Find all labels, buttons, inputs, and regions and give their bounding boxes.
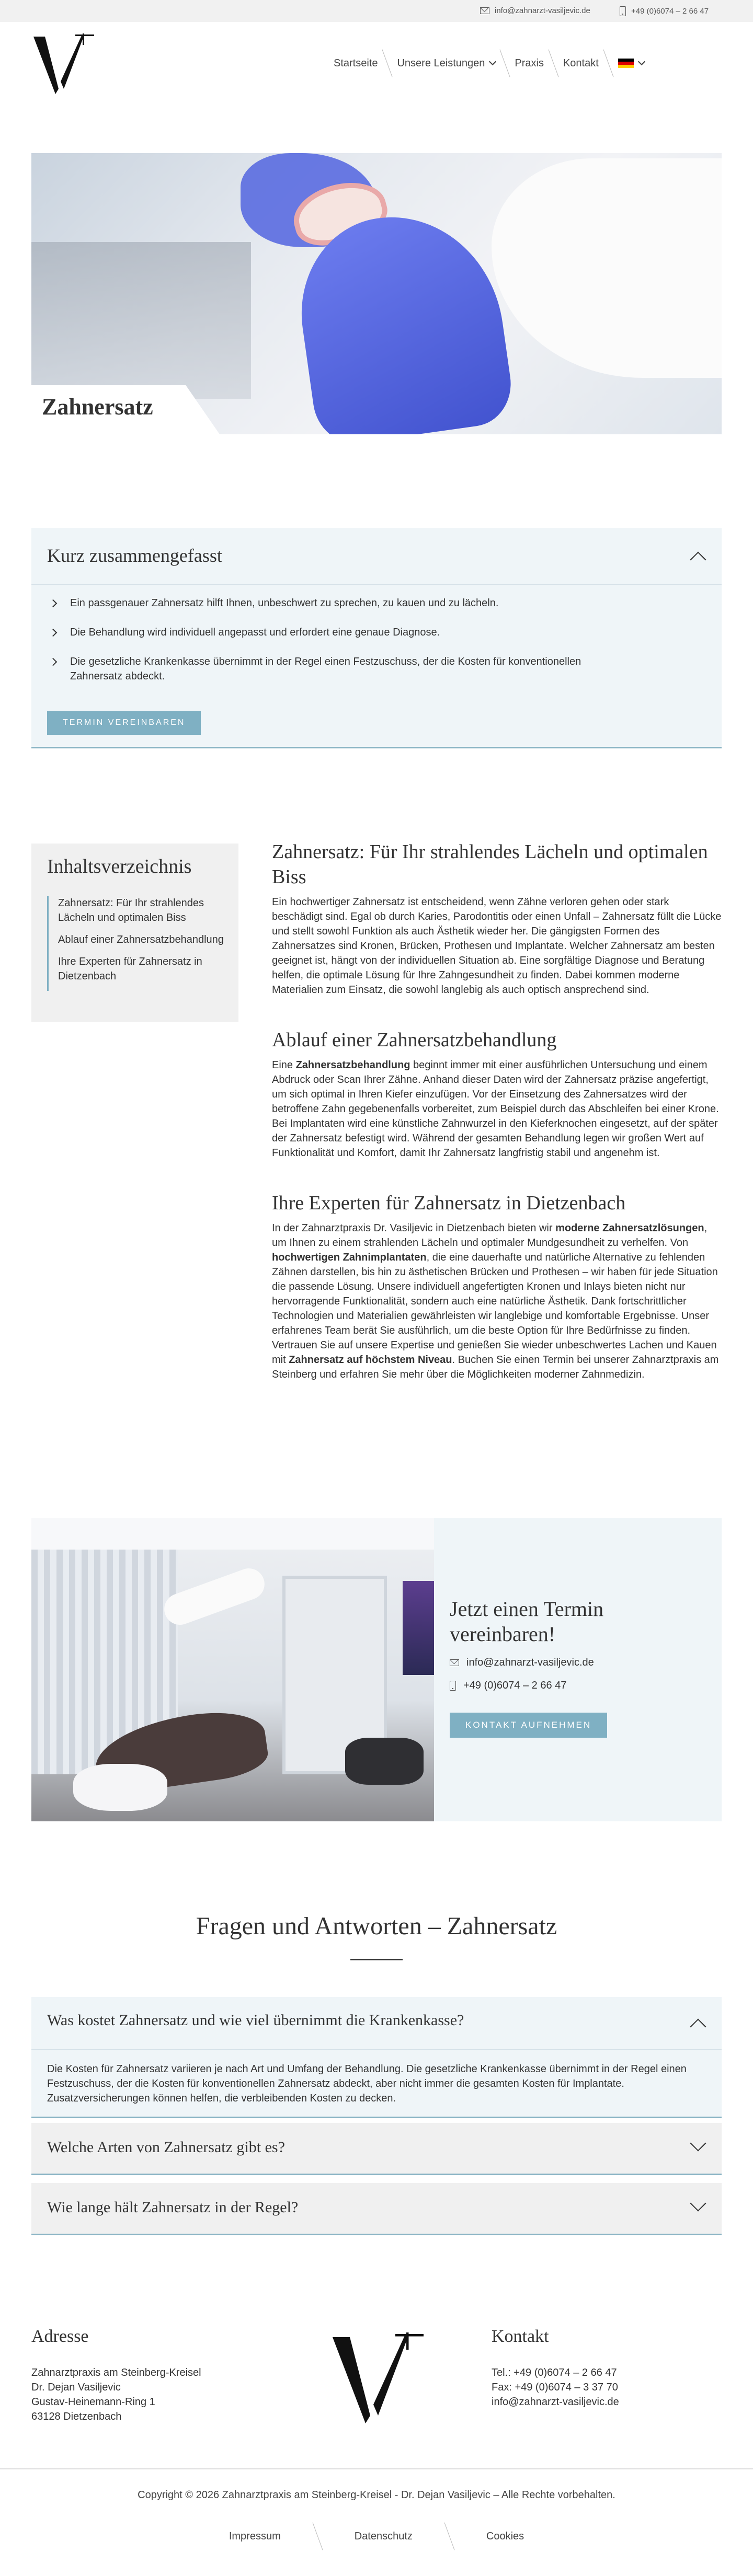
contact-fax: Fax: +49 (0)6074 – 3 37 70 [492,2382,618,2393]
german-flag-icon [618,59,634,68]
hero-coat-shape [492,158,722,378]
summary-list [47,596,622,698]
appointment-panel [31,1518,722,1821]
chevron-up-icon[interactable] [690,551,706,568]
footer-link-impressum[interactable]: Impressum [229,2530,281,2542]
mail-icon [480,7,489,14]
clinic-ceiling-shape [31,1518,434,1550]
nav-item-kontakt[interactable]: Kontakt [563,57,599,69]
hero-image [31,153,722,434]
page-title: Zahnersatz [42,394,153,420]
section-heading: Ablauf einer Zahnersatzbehandlung [272,1029,557,1051]
appointment-phone-link[interactable] [450,1680,566,1692]
address-line: Zahnarztpraxis am Steinberg-Kreisel [31,2367,201,2378]
contact-button[interactable]: KONTAKT AUFNEHMEN [450,1713,607,1738]
nav-item-leistungen-label: Unsere Leistungen [397,57,485,69]
footer-links [0,2522,753,2551]
faq-answer: Die Kosten für Zahnersatz variieren je nach Art und Umfang der Behandlung. Die gesetzliche Krankenkasse übernimmt in der Regel einen Festzuschuss, der die Kosten für konventionellen Zahnersatz abdeckt, aber nicht immer die gesamten Kosten für Implantate. Zusatzversicherungen können helfen, die verbleibenden Kosten zu decken. [47,2063,687,2104]
logo[interactable] [31,32,94,95]
address-line: Dr. Dejan Vasiljevic [31,2382,121,2393]
footer-contact-title: Kontakt [492,2327,549,2346]
footer-bar [0,2468,753,2576]
text-run: In der Zahnarztpraxis Dr. Vasiljevic in Dietzenbach bieten wir [272,1222,556,1234]
bold-text: hochwertigen Zahnimplantaten [272,1252,427,1263]
logo-mark-icon [329,2331,424,2425]
section-heading: Ihre Experten für Zahnersatz in Dietzenbach [272,1192,626,1214]
footer-address-title: Adresse [31,2327,89,2346]
nav-item-startseite[interactable]: Startseite [334,57,378,69]
footer-link-datenschutz[interactable]: Datenschutz [354,2530,413,2542]
text-run: beginnt immer mit einer ausführlichen Untersuchung und einem Abdruck oder Scan Ihrer Zähne. Anhand dieser Daten wird der Zahnersatz präzise angefertigt, um sich optimal in Ihren Kiefer einzufügen. Vor der Einsetzung des Zahnersatzes wird der betroffene Zahn gegebenenfalls vorbereitet, zum Beispiel durch das Abschleifen bei einer Krone. Bei Implantaten wird eine künstliche Zahnwurzel in den Kieferknochen eingesetzt, auf der später der Zahnersatz befestigt wird. Während der gesamten Behandlung legen wir großen Wert auf Funktionalität und Komfort, damit Ihr Zahnersatz langfristig stabil und angenehm ist. [272,1059,719,1159]
text-run: Eine [272,1059,296,1071]
text-run: , die eine dauerhafte und natürliche Alternative zu fehlenden Zähnen darstellen, bis hin zu ästhetischen Brücken und Prothesen – wir haben für jede Situation die passende Lösung. Unsere individuell angefertigten Kronen und Inlays bieten nicht nur hervorragende Funktionalität, sondern auch eine natürliche Ästhetik. Dank fortschrittlicher Technologien und Materialien gewährleisten wir langlebige und komfortable Ergebnisse. Unser erfahrenes Team berät Sie ausführlich, um die beste Option für Ihre Bedürfnisse zu finden. Vertrauen Sie auf unsere Expertise und genießen Sie wieder unbeschwertes Lachen und Kauen mit [272,1252,718,1366]
chevron-down-icon[interactable] [690,2195,706,2211]
toc-list [47,896,225,991]
hero-bg-shape [31,242,251,399]
footer-link-cookies[interactable]: Cookies [486,2530,524,2542]
section-text [272,1221,722,1382]
faq-question[interactable]: Wie lange hält Zahnersatz in der Regel? [47,2199,299,2216]
clinic-chair-seat-shape [73,1764,167,1811]
faq-item[interactable] [31,2123,722,2175]
topbar-email[interactable]: info@zahnarzt-vasiljevic.de [495,6,590,15]
bold-text: moderne Zahnersatzlösungen [555,1222,704,1234]
faq-title: Fragen und Antworten – Zahnersatz [196,1912,557,1940]
logo-mark-icon [31,32,94,95]
address-line: 63128 Dietzenbach [31,2411,122,2422]
list-item: Die Behandlung wird individuell angepasst und erfordert eine genaue Diagnose. [47,625,622,640]
list-item: Ein passgenauer Zahnersatz hilft Ihnen, unbeschwert zu sprechen, zu kauen und zu lächeln. [47,596,622,610]
chevron-down-icon[interactable] [690,2135,706,2151]
clinic-painting-shape [403,1581,434,1675]
summary-title[interactable]: Kurz zusammengefasst [47,545,222,566]
faq-item[interactable] [31,2183,722,2235]
clinic-photo [31,1518,434,1821]
section-text [272,1058,722,1160]
article-content [272,839,722,1412]
topbar-phone-link[interactable] [620,6,709,16]
faq-question[interactable]: Was kostet Zahnersatz und wie viel übernimmt die Krankenkasse? [47,2012,464,2029]
chevron-down-icon [489,58,496,65]
divider [31,2049,722,2050]
language-switcher[interactable] [609,59,654,68]
toc-link[interactable]: Ablauf einer Zahnersatzbehandlung [58,934,224,945]
topbar-email-link[interactable] [480,6,590,15]
top-contact-bar [0,0,753,22]
main-nav [324,55,654,71]
text-run: , um Ihnen zu einem strahlenden Lächeln und optimaler Mundgesundheit zu verhelfen. Von [272,1222,708,1249]
appointment-title: Jetzt einen Termin vereinbaren! [450,1597,604,1646]
faq-item-open[interactable] [31,1997,722,2118]
address-line: Gustav-Heinemann-Ring 1 [31,2396,155,2408]
toc-link[interactable]: Ihre Experten für Zahnersatz in Dietzenbach [58,956,202,982]
faq-question[interactable]: Welche Arten von Zahnersatz gibt es? [47,2139,285,2156]
table-of-contents [31,844,238,1022]
footer-logo [329,2331,424,2425]
appointment-phone[interactable]: +49 (0)6074 – 2 66 47 [463,1680,567,1691]
phone-icon [450,1681,456,1691]
topbar-phone[interactable]: +49 (0)6074 – 2 66 47 [631,7,709,16]
chevron-down-icon [638,58,645,65]
bold-text: Zahnersatz auf höchstem Niveau [289,1354,452,1366]
footer-contact [492,2327,619,2409]
summary-box [31,528,722,748]
toc-title: Inhaltsverzeichnis [47,856,192,877]
text-run: . Buchen Sie einen Termin bei unserer Zahnarztpraxis am Steinberg und erfahren Sie mehr über die Möglichkeiten moderner Zahnmedizin. [272,1354,719,1380]
clinic-stool-shape [345,1738,424,1785]
appointment-button[interactable]: TERMIN VEREINBAREN [47,711,201,735]
mail-icon [450,1659,459,1666]
section-heading: Zahnersatz: Für Ihr strahlendes Lächeln und optimalen Biss [272,841,708,888]
list-item: Die gesetzliche Krankenkasse übernimmt in der Regel einen Festzuschuss, der die Kosten für konventionellen Zahnersatz abdeckt. [47,654,622,684]
contact-phone[interactable]: Tel.: +49 (0)6074 – 2 66 47 [492,2367,617,2378]
chevron-up-icon[interactable] [690,2018,706,2035]
copyright-text: Copyright © 2026 Zahnarztpraxis am Steinberg-Kreisel - Dr. Dejan Vasiljevic – Alle Rechte vorbehalten. [138,2489,615,2501]
bold-text: Zahnersatzbehandlung [295,1059,410,1071]
faq-title-underline [350,1959,403,1960]
phone-icon [620,6,626,16]
nav-item-praxis[interactable]: Praxis [515,57,544,69]
appointment-email[interactable]: info@zahnarzt-vasiljevic.de [466,1657,594,1668]
footer-address [31,2327,201,2424]
contact-email[interactable]: info@zahnarzt-vasiljevic.de [492,2396,619,2408]
toc-link[interactable]: Zahnersatz: Für Ihr strahlendes Lächeln und optimalen Biss [58,897,204,923]
nav-item-leistungen[interactable] [387,57,505,70]
divider [31,584,722,585]
appointment-email-link[interactable] [450,1657,594,1669]
section-text: Ein hochwertiger Zahnersatz ist entscheidend, wenn Zähne verloren gehen oder stark beschädigt sind. Egal ob durch Karies, Parodontitis oder einen Unfall – Zahnersatz füllt die Lücke und stellt sowohl Funktion als auch Ästhetik wieder her. Die gängigsten Formen des Zahnersatzes sind Kronen, Brücken, Prothesen und Implantate. Welcher Zahnersatz am besten geeignet ist, hängt von der individuellen Situation ab. Eine sorgfältige Diagnose und Beratung helfen, die optimale Lösung für Ihre Zahngesundheit zu finden. Dabei kommen moderne Materialien zum Einsatz, die sowohl langlebig als auch optisch ansprechend sind. [272,896,722,996]
